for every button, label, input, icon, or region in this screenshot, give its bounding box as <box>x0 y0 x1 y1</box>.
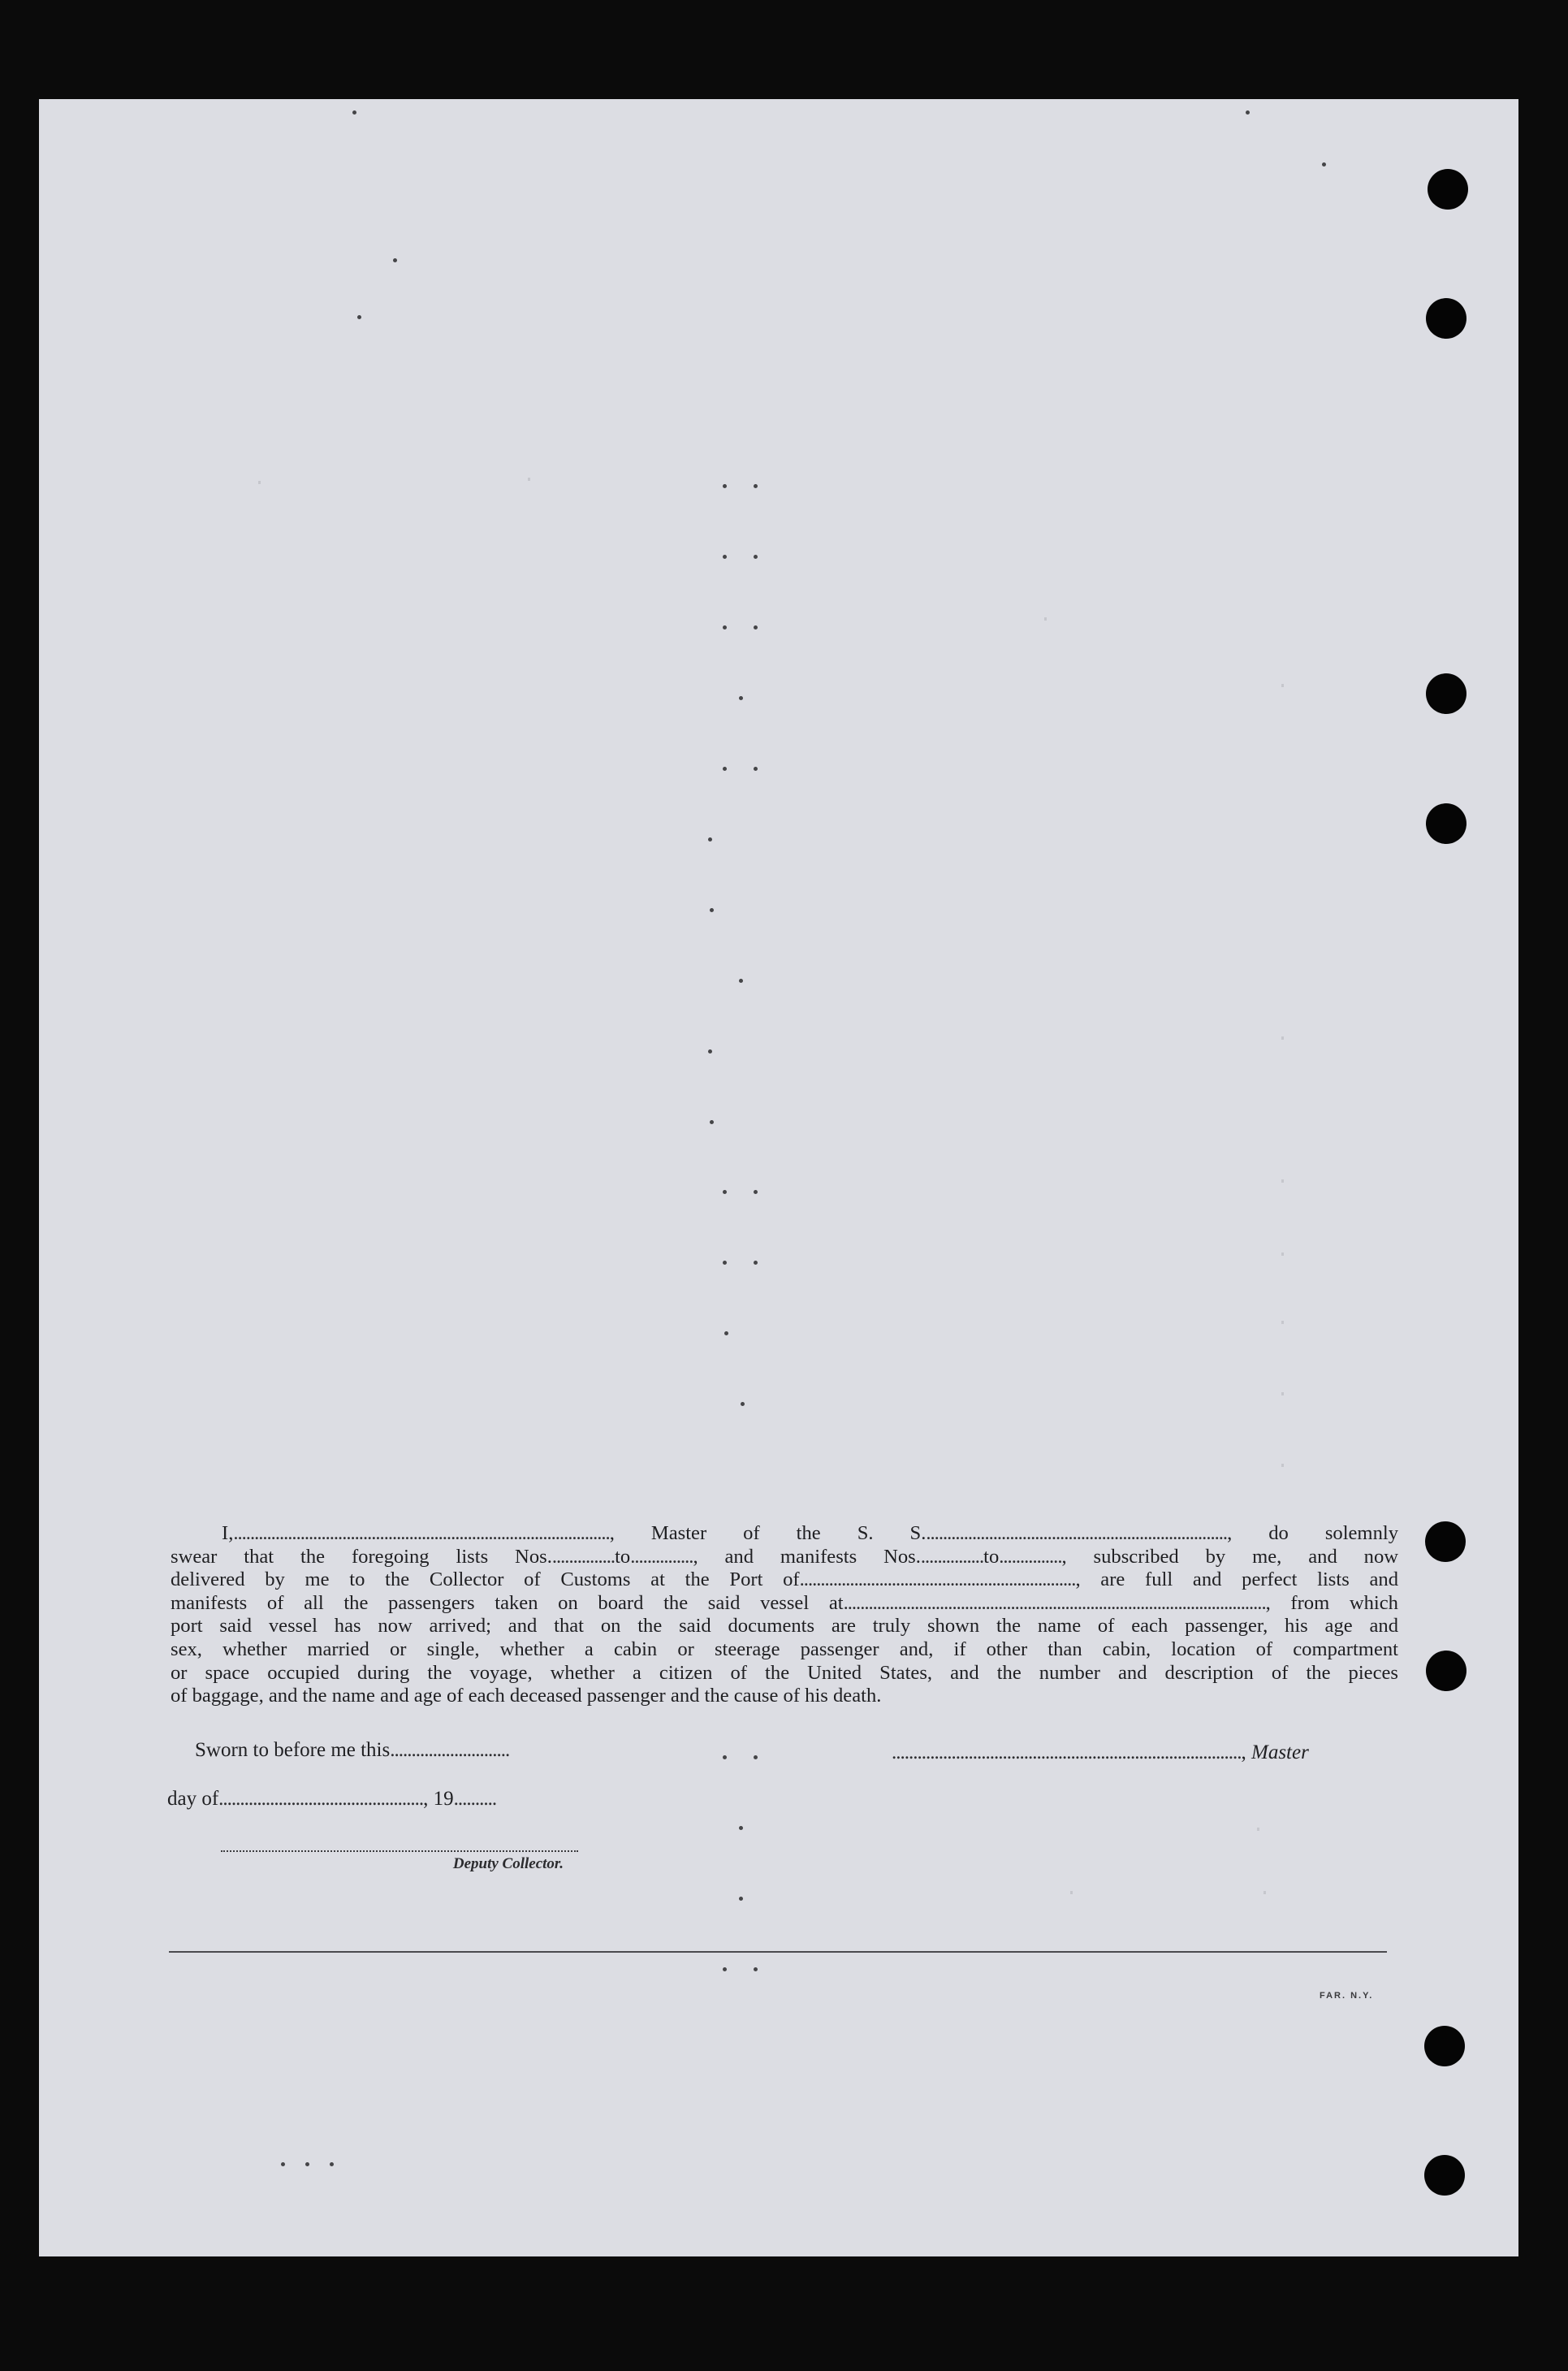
speck <box>754 1967 758 1971</box>
speck <box>1322 162 1326 167</box>
oath-line-8: of baggage, and the name and age of each deceased passenger and the cause of his death. <box>171 1685 882 1707</box>
speck <box>723 1190 727 1194</box>
form-sheet <box>39 99 1518 2256</box>
blank-port[interactable]: .................................................................. <box>799 1568 1076 1591</box>
oath-line-1: I,.........................................................................................., Master of the S. S........................................................................., do solemnly <box>222 1522 1398 1544</box>
speck <box>739 1826 743 1830</box>
speck <box>723 625 727 630</box>
punch-hole <box>1428 169 1468 210</box>
deputy-signature-line[interactable] <box>221 1850 578 1852</box>
oath-line-3: delivered by me to the Collector of Customs at the Port of.................................................................., are full and perfect lists and <box>171 1568 1399 1591</box>
bleed-mark <box>1281 1392 1284 1395</box>
blank-list-from[interactable]: ............... <box>551 1545 616 1568</box>
speck <box>739 696 743 700</box>
speck <box>724 1331 728 1335</box>
speck <box>710 908 714 912</box>
speck <box>754 1755 758 1759</box>
master-oath <box>171 1522 1398 1708</box>
bleed-mark <box>528 478 530 481</box>
speck <box>739 1897 743 1901</box>
speck <box>723 1261 727 1265</box>
blank-month[interactable]: ................................................ <box>218 1788 424 1810</box>
printer-mark: FAR. N.Y. <box>1320 1991 1374 2001</box>
punch-hole <box>1425 1521 1466 1562</box>
speck <box>723 484 727 488</box>
blank-departure-port[interactable]: ..................................................................................................... <box>843 1591 1266 1614</box>
speck <box>723 1755 727 1759</box>
day-of-line: day of................................................, 19.......... <box>167 1788 497 1810</box>
speck <box>708 837 712 842</box>
bleed-mark <box>1281 1179 1284 1183</box>
punch-hole <box>1426 803 1466 844</box>
sworn-line: Sworn to before me this............................ <box>195 1739 510 1761</box>
bleed-mark <box>1281 1464 1284 1467</box>
blank-year[interactable]: .......... <box>453 1788 497 1810</box>
punch-hole <box>1424 2155 1465 2196</box>
bleed-mark <box>258 481 261 484</box>
speck <box>393 258 397 262</box>
bleed-mark <box>1281 1321 1284 1324</box>
speck <box>710 1120 714 1124</box>
speck <box>352 110 356 115</box>
bleed-mark <box>1281 1036 1284 1040</box>
speck <box>357 315 361 319</box>
bleed-mark <box>1281 1253 1284 1256</box>
speck <box>741 1402 745 1406</box>
speck <box>723 555 727 559</box>
speck <box>754 484 758 488</box>
blank-sworn-day[interactable]: ............................ <box>390 1739 510 1761</box>
speck <box>754 555 758 559</box>
speck <box>723 767 727 771</box>
punch-hole <box>1426 673 1466 714</box>
blank-manifest-from[interactable]: ............... <box>920 1545 984 1568</box>
bleed-mark <box>1044 617 1047 621</box>
speck <box>739 979 743 983</box>
speck <box>754 767 758 771</box>
speck <box>708 1049 712 1054</box>
speck <box>281 2162 285 2166</box>
speck <box>754 1261 758 1265</box>
speck <box>305 2162 309 2166</box>
oath-line-2: swear that the foregoing lists Nos................to..............., and manifests Nos................to..............., subscribed by me, and now <box>171 1545 1398 1568</box>
speck <box>754 625 758 630</box>
bleed-mark <box>1257 1828 1259 1831</box>
punch-hole <box>1426 298 1466 339</box>
speck <box>330 2162 334 2166</box>
blank-manifest-to[interactable]: ............... <box>999 1545 1062 1568</box>
speck <box>1246 110 1250 115</box>
speck <box>754 1190 758 1194</box>
oath-line-4: manifests of all the passengers taken on board the said vessel at....................................................................................................., from which <box>171 1591 1398 1614</box>
oath-line-5: port said vessel has now arrived; and that on the said documents are truly shown the name of each passenger, his age and <box>171 1615 1398 1638</box>
oath-line-6: sex, whether married or single, whether a cabin or steerage passenger and, if other than cabin, location of compartment <box>171 1638 1398 1660</box>
bleed-mark <box>1070 1891 1073 1894</box>
deputy-collector-label: Deputy Collector. <box>452 1855 564 1872</box>
master-label: Master <box>1251 1741 1309 1763</box>
bleed-mark <box>1263 1891 1266 1894</box>
blank-master-signature[interactable]: .................................................................................. <box>892 1741 1242 1763</box>
punch-hole <box>1424 2026 1465 2066</box>
blank-ship-name[interactable]: ........................................................................ <box>926 1522 1228 1544</box>
punch-hole <box>1426 1651 1466 1691</box>
blank-list-to[interactable]: ............... <box>630 1545 693 1568</box>
blank-master-name[interactable]: .......................................................................................... <box>233 1522 610 1544</box>
master-signature-line: .................................................................................., Master <box>892 1741 1309 1763</box>
oath-line-7: or space occupied during the voyage, whether a citizen of the United States, and the number and description of the pieces <box>171 1661 1398 1684</box>
speck <box>723 1967 727 1971</box>
bleed-mark <box>1281 684 1284 687</box>
bottom-rule <box>169 1951 1387 1953</box>
